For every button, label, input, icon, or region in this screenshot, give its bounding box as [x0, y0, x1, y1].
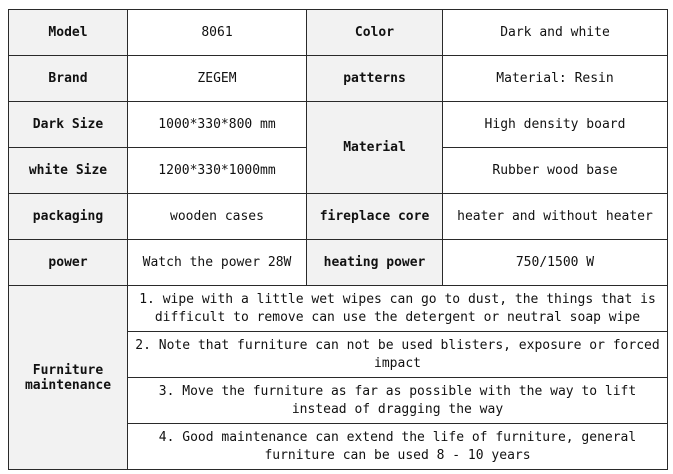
table-row — [9, 286, 668, 332]
table-row — [9, 10, 668, 56]
heating-power-label: heating power — [307, 240, 443, 286]
white-size-value: 1200*330*1000mm — [128, 148, 307, 194]
material-value-1: High density board — [443, 102, 668, 148]
material-value-2: Rubber wood base — [443, 148, 668, 194]
patterns-value: Material: Resin — [443, 56, 668, 102]
brand-value: ZEGEM — [128, 56, 307, 102]
color-label: Color — [307, 10, 443, 56]
maintenance-note: 1. wipe with a little wet wipes can go to dust, the things that is difficult to remove can use the detergent or neutral soap wipe — [128, 286, 668, 332]
table-row — [9, 56, 668, 102]
model-value: 8061 — [128, 10, 307, 56]
model-label: Model — [9, 10, 128, 56]
fireplace-core-value: heater and without heater — [443, 194, 668, 240]
white-size-label: white Size — [9, 148, 128, 194]
power-label: power — [9, 240, 128, 286]
heating-power-value: 750/1500 W — [443, 240, 668, 286]
maintenance-note: 4. Good maintenance can extend the life of furniture, general furniture can be used 8 - 10 years — [128, 424, 668, 470]
material-label: Material — [307, 102, 443, 194]
dark-size-value: 1000*330*800 mm — [128, 102, 307, 148]
power-value: Watch the power 28W — [128, 240, 307, 286]
maintenance-note: 3. Move the furniture as far as possible with the way to lift instead of dragging the way — [128, 378, 668, 424]
product-spec-table — [8, 9, 668, 470]
maintenance-label: Furniture maintenance — [9, 286, 128, 470]
fireplace-core-label: fireplace core — [307, 194, 443, 240]
color-value: Dark and white — [443, 10, 668, 56]
maintenance-note: 2. Note that furniture can not be used blisters, exposure or forced impact — [128, 332, 668, 378]
brand-label: Brand — [9, 56, 128, 102]
table-row — [9, 240, 668, 286]
table-row — [9, 194, 668, 240]
packaging-label: packaging — [9, 194, 128, 240]
packaging-value: wooden cases — [128, 194, 307, 240]
table-row — [9, 102, 668, 148]
dark-size-label: Dark Size — [9, 102, 128, 148]
patterns-label: patterns — [307, 56, 443, 102]
